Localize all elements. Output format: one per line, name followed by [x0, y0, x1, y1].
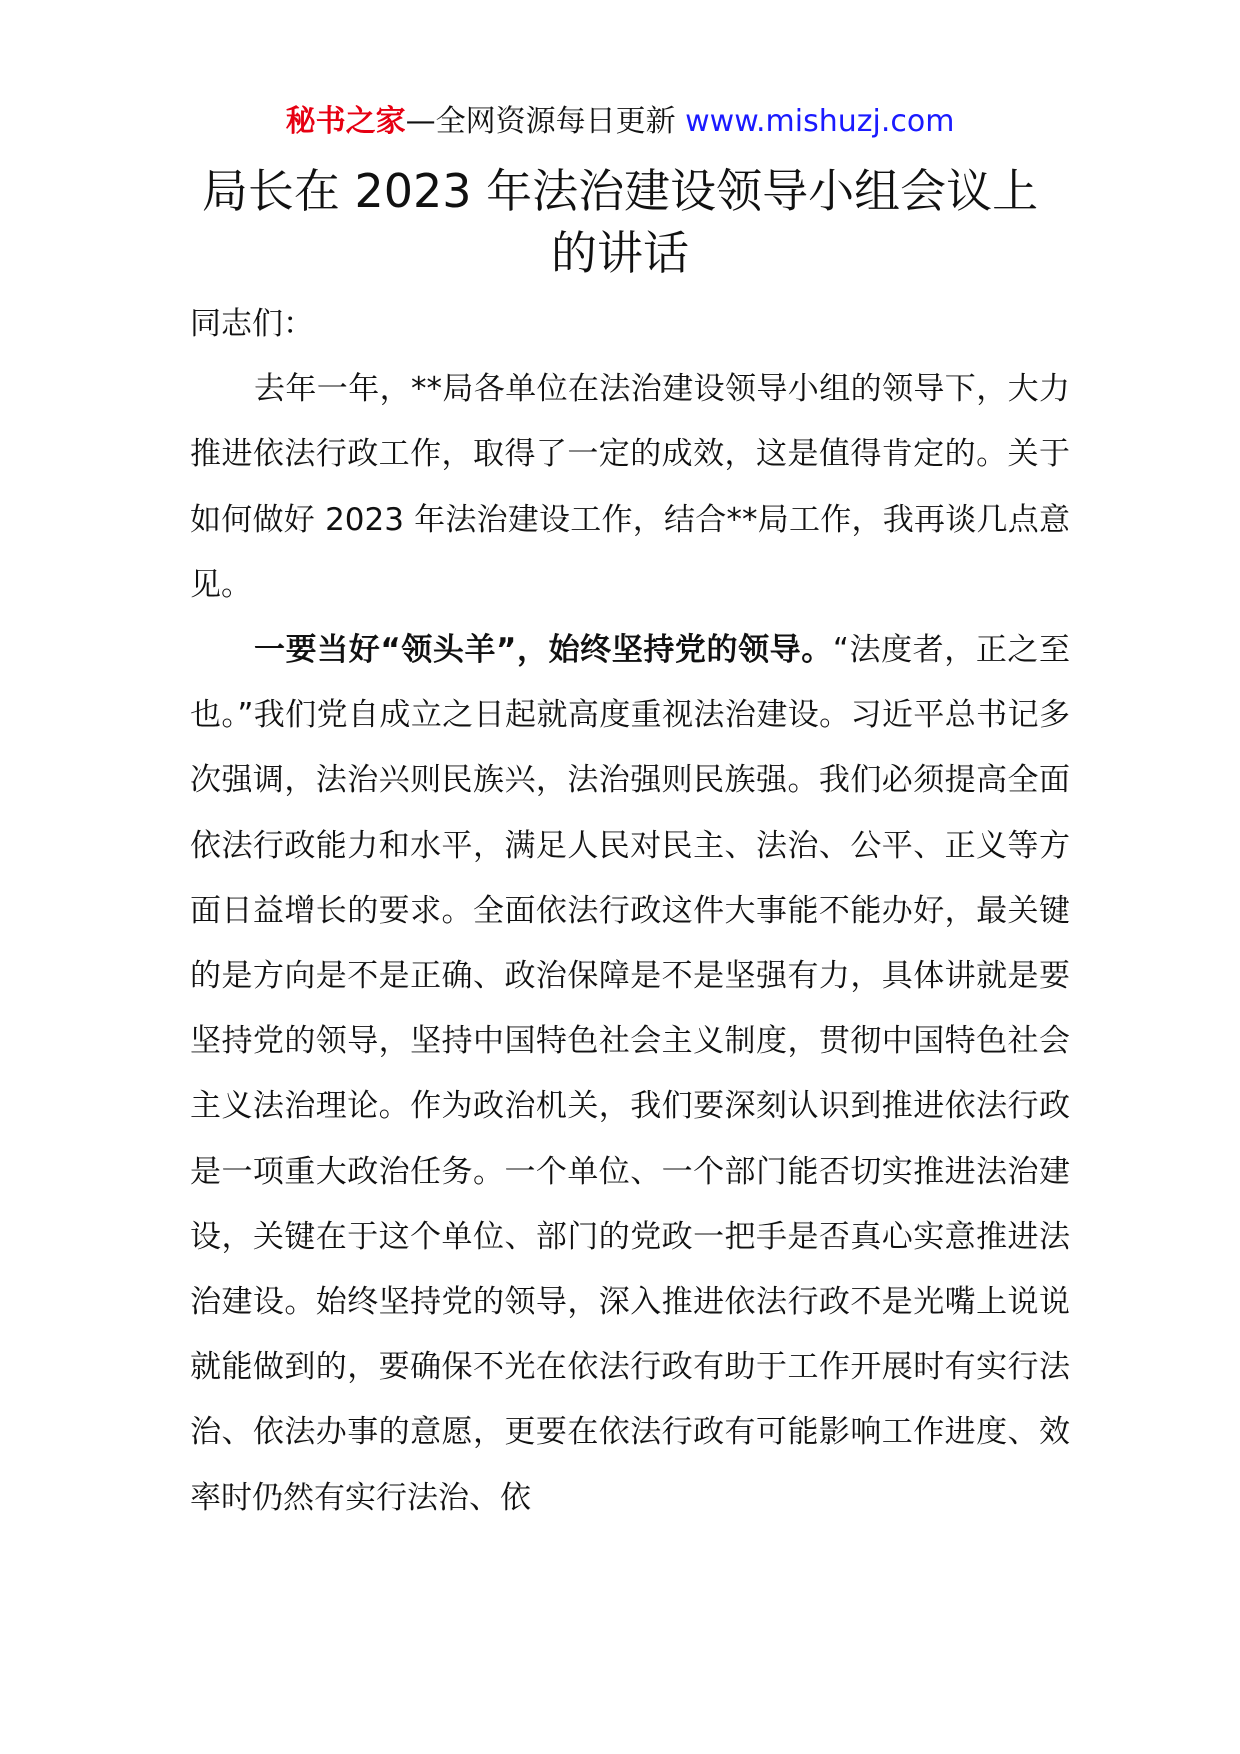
title-line-2: 的讲话 [551, 226, 689, 280]
document-title [150, 160, 1090, 284]
document-body [190, 292, 1070, 1531]
salutation: 同志们： [190, 306, 314, 342]
site-url-link[interactable]: www.mishuzj.com [685, 104, 955, 139]
paragraph-section-one [190, 618, 1070, 1531]
section-body: “法度者，正之至也。”我们党自成立之日起就高度重视法治建设。习近平总书记多次强调，法治兴则民族兴，法治强则民族强。我们必须提高全面依法行政能力和水平，满足人民对民主、法治、公平、正义等方面日益增长的要求。全面依法行政这件大事能不能办好，最关键的是方向是不是正确、政治保障是不是坚强有力，具体讲就是要坚持党的领导，坚持中国特色社会主义制度，贯彻中国特色社会主义法治理论。作为政治机关，我们要深刻认识到推进依法行政是一项重大政治任务。一个单位、一个部门能否切实推进法治建设，关键在于这个单位、部门的党政一把手是否真心实意推进法治建设。始终坚持党的领导，深入推进依法行政不是光嘴上说说就能做到的，要确保不光在依法行政有助于工作开展时有实行法治、依法办事的意愿，更要在依法行政有可能影响工作进度、效率时仍然有实行法治、依 [190, 632, 1071, 1516]
paragraph-intro: 去年一年，**局各单位在法治建设领导小组的领导下，大力推进依法行政工作，取得了一定的成效，这是值得肯定的。关于如何做好 2023 年法治建设工作，结合**局工作，我再谈几点意见。 [190, 371, 1070, 603]
title-line-1: 局长在 2023 年法治建设领导小组会议上 [201, 164, 1039, 218]
section-heading: 一要当好“领头羊”，始终坚持党的领导。 [254, 632, 833, 669]
site-header [0, 100, 1240, 144]
site-slogan: —全网资源每日更新 [405, 104, 686, 139]
brand-name[interactable]: 秘书之家 [285, 104, 406, 139]
